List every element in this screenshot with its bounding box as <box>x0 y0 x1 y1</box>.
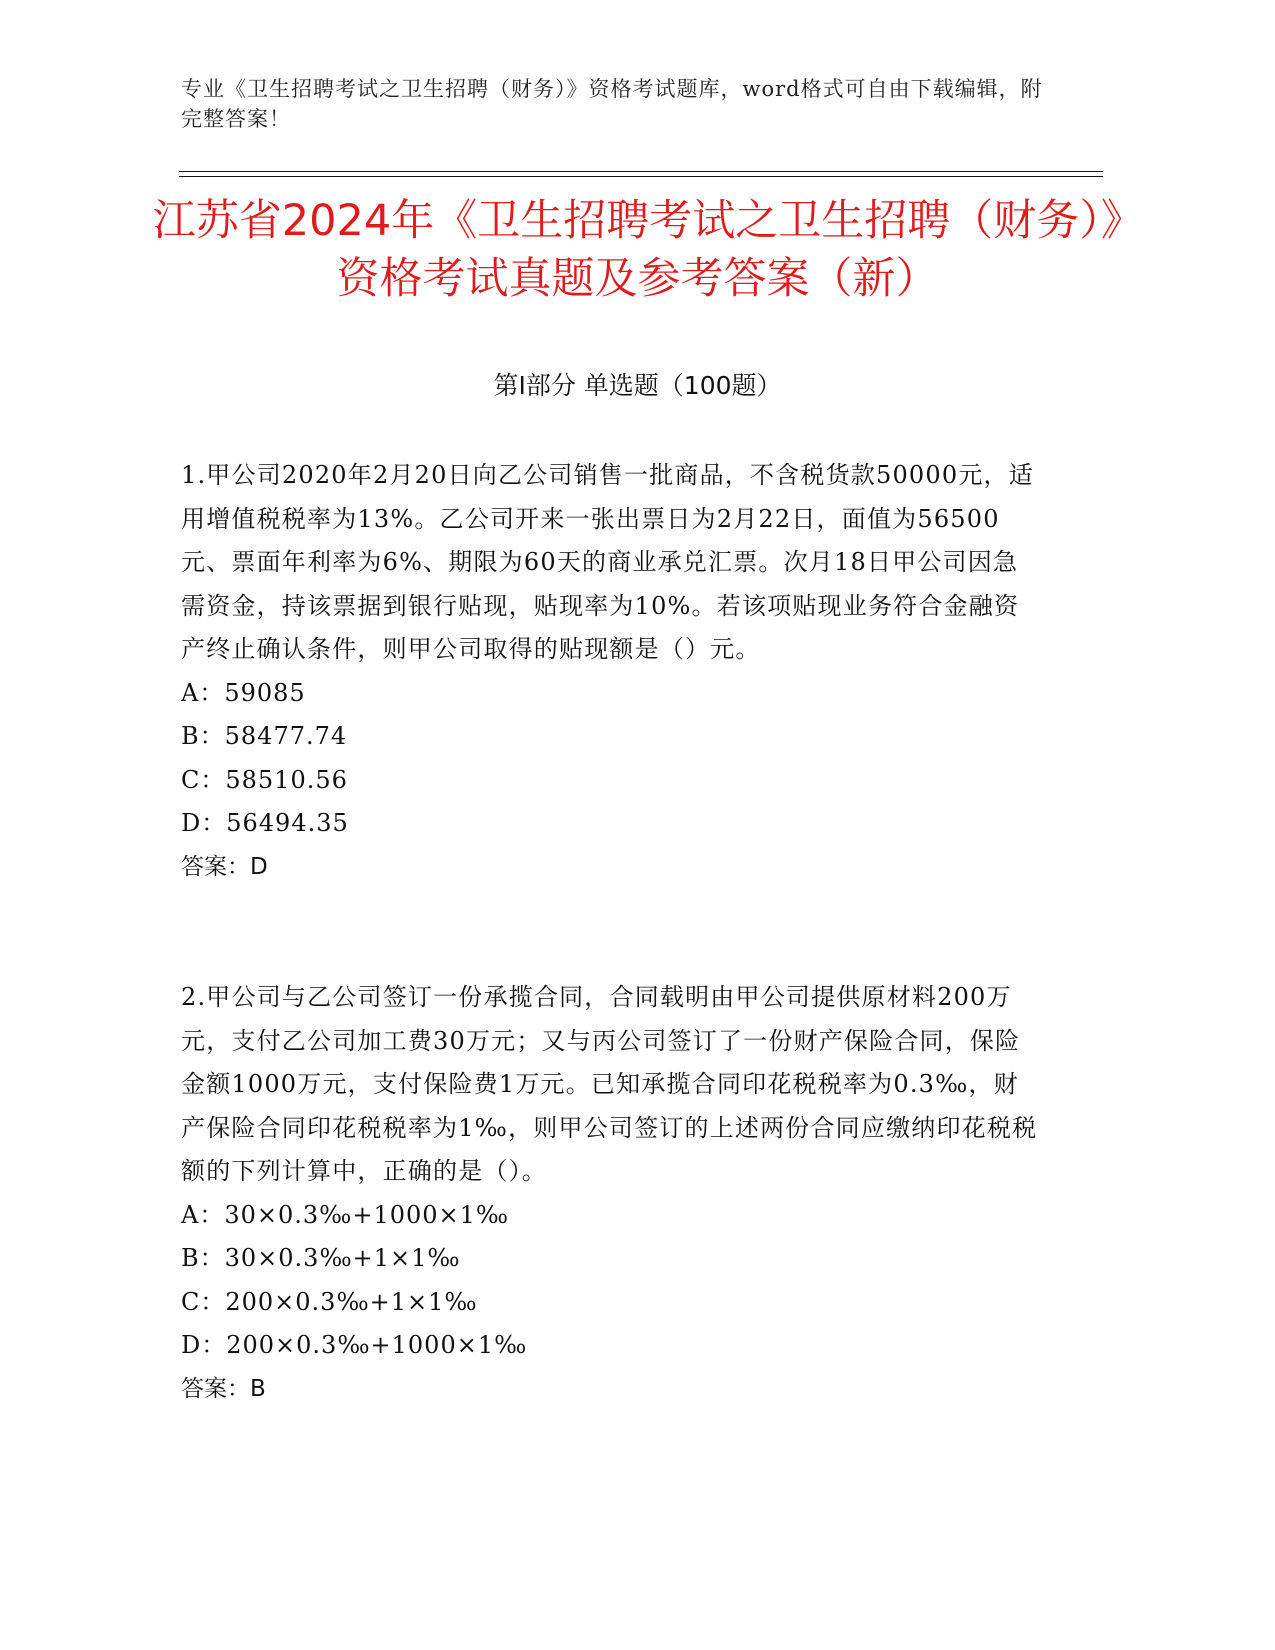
question-stem: 1.甲公司2020年2月20日向乙公司销售一批商品，不含税货款50000元，适用增值税税率为13%。乙公司开来一张出票日为2月22日，面值为56500元、票面年利率为6%、期限为60天的商业承兑汇票。次月18日甲公司因急需资金，持该票据到银行贴现，贴现率为10%。若该项贴现业务符合金融资产终止确认条件，则甲公司取得的贴现额是（）元。 <box>181 461 1034 663</box>
section-title: 第Ⅰ部分 单选题（100题） <box>493 371 782 400</box>
question-1 <box>181 454 1041 889</box>
option-a: A：30×0.3‰+1000×1‰ <box>181 1200 510 1229</box>
header-divider <box>179 171 1103 172</box>
option-d: D：200×0.3‰+1000×1‰ <box>181 1331 528 1359</box>
option-a: A：59085 <box>181 678 306 707</box>
question-2 <box>181 976 1041 1411</box>
option-c: C：200×0.3‰+1×1‰ <box>181 1287 478 1316</box>
option-d: D：56494.35 <box>181 809 349 837</box>
answer: 答案：D <box>181 853 268 880</box>
option-b: B：30×0.3‰+1×1‰ <box>181 1244 461 1272</box>
question-stem: 2.甲公司与乙公司签订一份承揽合同，合同载明由甲公司提供原材料200万元，支付乙公司加工费30万元；又与丙公司签订了一份财产保险合同，保险金额1000万元，支付保险费1万元。已知承揽合同印花税税率为0.3‰，财产保险合同印花税税率为1‰，则甲公司签订的上述两份合同应缴纳印花税税额的下列计算中，正确的是（）。 <box>181 983 1038 1185</box>
header-note: 专业《卫生招聘考试之卫生招聘（财务）》资格考试题库，word格式可自由下载编辑，附完整答案！ <box>181 77 1043 131</box>
answer: 答案：B <box>181 1375 266 1402</box>
document-title: 江苏省2024年《卫生招聘考试之卫生招聘（财务）》资格考试真题及参考答案（新） <box>152 196 1123 304</box>
header-divider-thin <box>179 176 1103 177</box>
option-b: B：58477.74 <box>181 722 348 750</box>
option-c: C：58510.56 <box>181 765 348 794</box>
